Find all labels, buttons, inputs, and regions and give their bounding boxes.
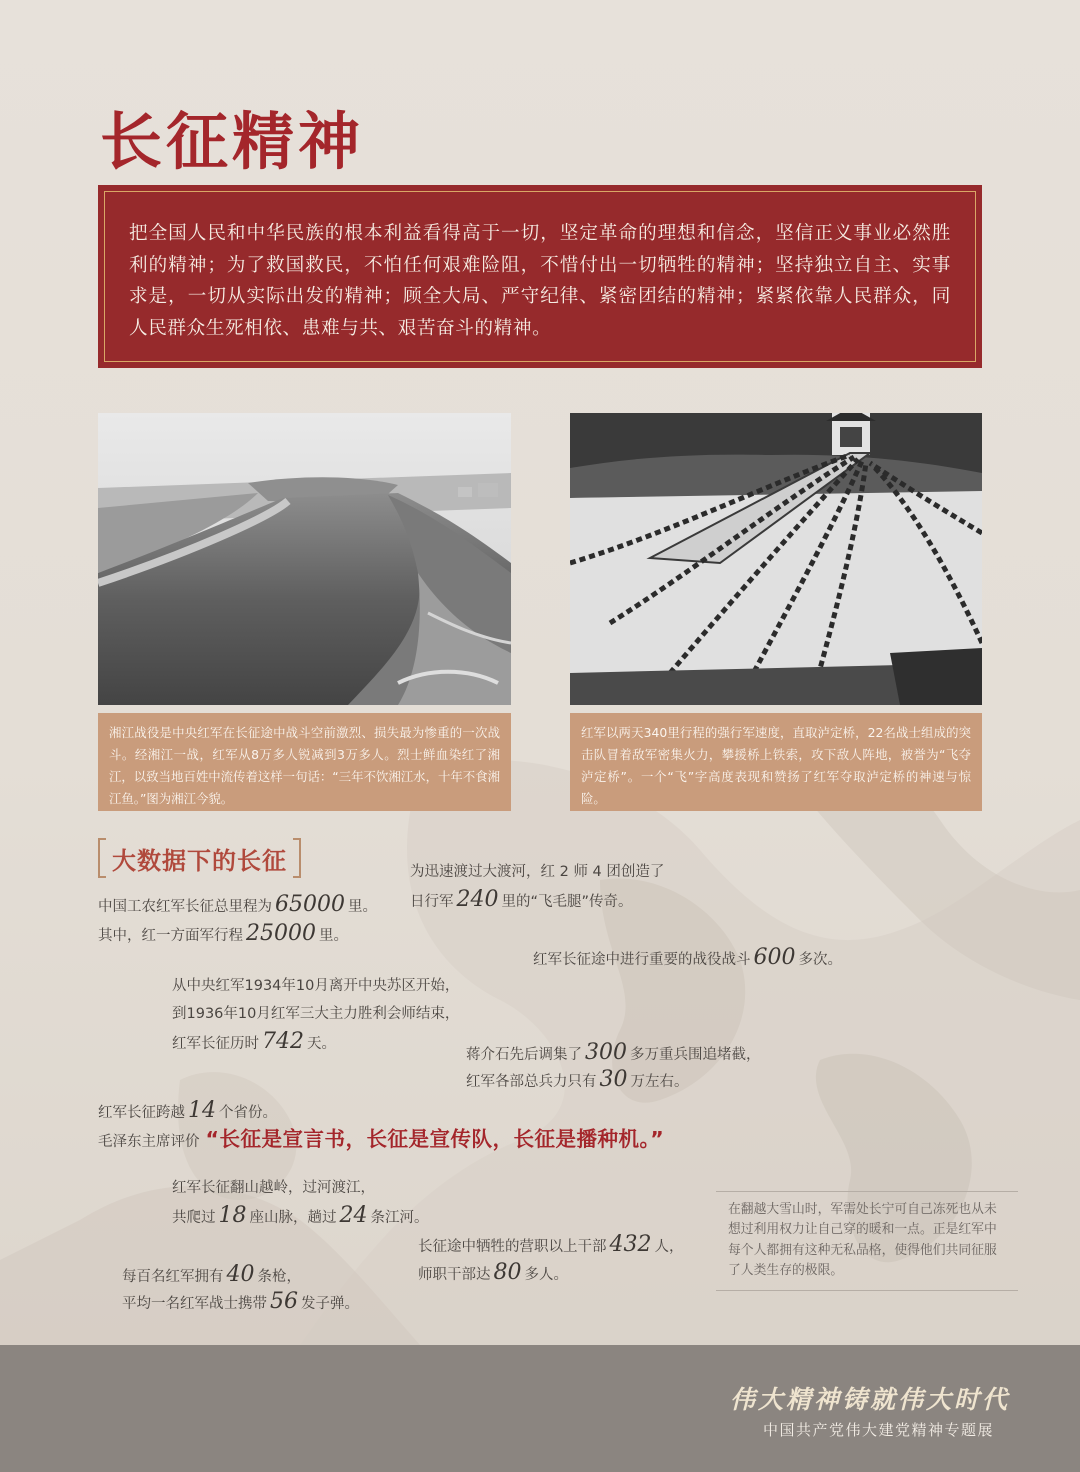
fact-text: 里。	[319, 928, 348, 944]
fact-dadu-river	[410, 858, 664, 916]
fact-text: 日行军	[410, 894, 454, 910]
snow-mountain-note: 在翻越大雪山时，军需处长宁可自己冻死也从未想过利用权力让自己穿的暖和一点。正是红军中每个人都拥有这种无私品格，使得他们共同征服了人类生存的极限。	[716, 1191, 1018, 1291]
fact-mountains-rivers	[172, 1174, 429, 1232]
fact-total-distance	[98, 891, 377, 921]
fact-text: 条江河。	[370, 1210, 429, 1226]
fact-enemy-troops	[466, 1039, 761, 1069]
fact-text: 天。	[307, 1036, 336, 1052]
page-title: 长征精神	[100, 105, 365, 178]
fact-number: 30	[599, 1067, 628, 1092]
fact-red-army-troops	[466, 1066, 689, 1096]
quote-label: 毛泽东主席评价	[98, 1134, 200, 1150]
fact-bullets	[122, 1288, 359, 1318]
fact-text: 为迅速渡过大渡河，红 2 师 4 团创造了	[410, 864, 665, 880]
xiang-river-caption: 湘江战役是中央红军在长征途中战斗空前激烈、损失最为惨重的一次战斗。经湘江一战，红军从8万多人锐减到3万多人。烈士鲜血染红了湘江，以致当地百姓中流传着这样一句话：“三年不饮湘江水，十年不食湘江鱼。”图为湘江今貌。	[98, 713, 511, 811]
quote-text: “长征是宣言书，长征是宣传队，长征是播种机。”	[205, 1127, 665, 1151]
big-data-heading	[98, 838, 301, 878]
footer-slogan: 伟大精神铸就伟大时代	[729, 1385, 1010, 1414]
fact-text: 红军长征途中进行重要的战役战斗	[533, 952, 751, 968]
fact-number: 600	[753, 945, 796, 970]
fact-text: 蒋介石先后调集了	[466, 1047, 582, 1063]
fact-division-cadres	[418, 1259, 568, 1289]
fact-text: 长征途中牺牲的营职以上干部	[418, 1239, 607, 1255]
fact-number: 14	[188, 1098, 216, 1123]
fact-text: 共爬过	[172, 1210, 216, 1226]
fact-text: 师职干部达	[418, 1267, 491, 1283]
bracket-right	[293, 838, 301, 878]
fact-text: 条枪，	[257, 1269, 301, 1285]
fact-cadres-lost	[418, 1231, 684, 1261]
fact-duration	[172, 972, 459, 1058]
fact-text: 到1936年10月红军三大主力胜利会师结束，	[172, 1006, 460, 1022]
fact-text: 每百名红军拥有	[122, 1269, 224, 1285]
fact-first-army-distance	[98, 920, 348, 950]
fact-text: 人，	[654, 1239, 684, 1255]
bracket-left	[98, 838, 106, 878]
fact-text: 座山脉，趟过	[249, 1210, 337, 1226]
big-data-heading-text: 大数据下的长征	[112, 846, 287, 875]
fact-text: 里的“飞毛腿”传奇。	[501, 894, 633, 910]
fact-text: 多人。	[524, 1267, 568, 1283]
fact-text: 中国工农红军长征总里程为	[98, 899, 272, 915]
fact-text: 平均一名红军战士携带	[122, 1296, 267, 1312]
fact-number: 742	[262, 1029, 304, 1054]
fact-text: 万左右。	[630, 1074, 689, 1090]
spirit-statement-text: 把全国人民和中华民族的根本利益看得高于一切，坚定革命的理想和信念，坚信正义事业必然胜利的精神；为了救国救民，不怕任何艰难险阻，不惜付出一切牺牲的精神；坚持独立自主、实事求是，一切从实际出发的精神；顾全大局、严守纪律、紧密团结的精神；紧紧依靠人民群众，同人民群众生死相依、患难与共、艰苦奋斗的精神。	[129, 223, 951, 339]
luding-bridge-caption: 红军以两天340里行程的强行军速度，直取泸定桥，22名战士组成的突击队冒着敌军密集火力，攀援桥上铁索，攻下敌人阵地，被誉为“飞夺泸定桥”。一个“飞”字高度表现和赞扬了红军夺取泸定桥的神速与惊险。	[570, 713, 982, 811]
fact-number: 240	[456, 887, 499, 912]
spirit-statement-frame	[104, 191, 976, 362]
fact-number: 18	[218, 1203, 247, 1228]
fact-text: 其中，红一方面军行程	[98, 928, 243, 944]
fact-battles	[533, 944, 842, 974]
spirit-statement-box	[98, 185, 982, 368]
fact-text: 从中央红军1934年10月离开中央苏区开始，	[172, 978, 460, 994]
fact-number: 65000	[275, 892, 345, 917]
fact-text: 个省份。	[219, 1105, 277, 1121]
fact-text: 红军长征跨越	[98, 1105, 185, 1121]
fact-number: 300	[585, 1040, 627, 1065]
fact-text: 红军各部总兵力只有	[466, 1074, 597, 1090]
fact-text: 里。	[348, 899, 377, 915]
fact-number: 25000	[246, 921, 316, 946]
mao-quote	[98, 1122, 664, 1152]
fact-text: 红军长征历时	[172, 1036, 259, 1052]
fact-text: 多万重兵围追堵截，	[630, 1047, 761, 1063]
fact-text: 红军长征翻山越岭，过河渡江，	[172, 1180, 375, 1196]
fact-text: 发子弹。	[301, 1296, 359, 1312]
fact-number: 80	[493, 1260, 522, 1285]
fact-number: 24	[339, 1203, 368, 1228]
luding-bridge-photo	[570, 413, 982, 705]
xiang-river-photo	[98, 413, 511, 705]
footer-subtitle: 中国共产党伟大建党精神专题展	[762, 1421, 994, 1439]
fact-number: 432	[609, 1232, 652, 1257]
fact-text: 多次。	[798, 952, 842, 968]
fact-guns	[122, 1261, 301, 1291]
fact-number: 40	[226, 1262, 255, 1287]
fact-number: 56	[270, 1289, 298, 1314]
